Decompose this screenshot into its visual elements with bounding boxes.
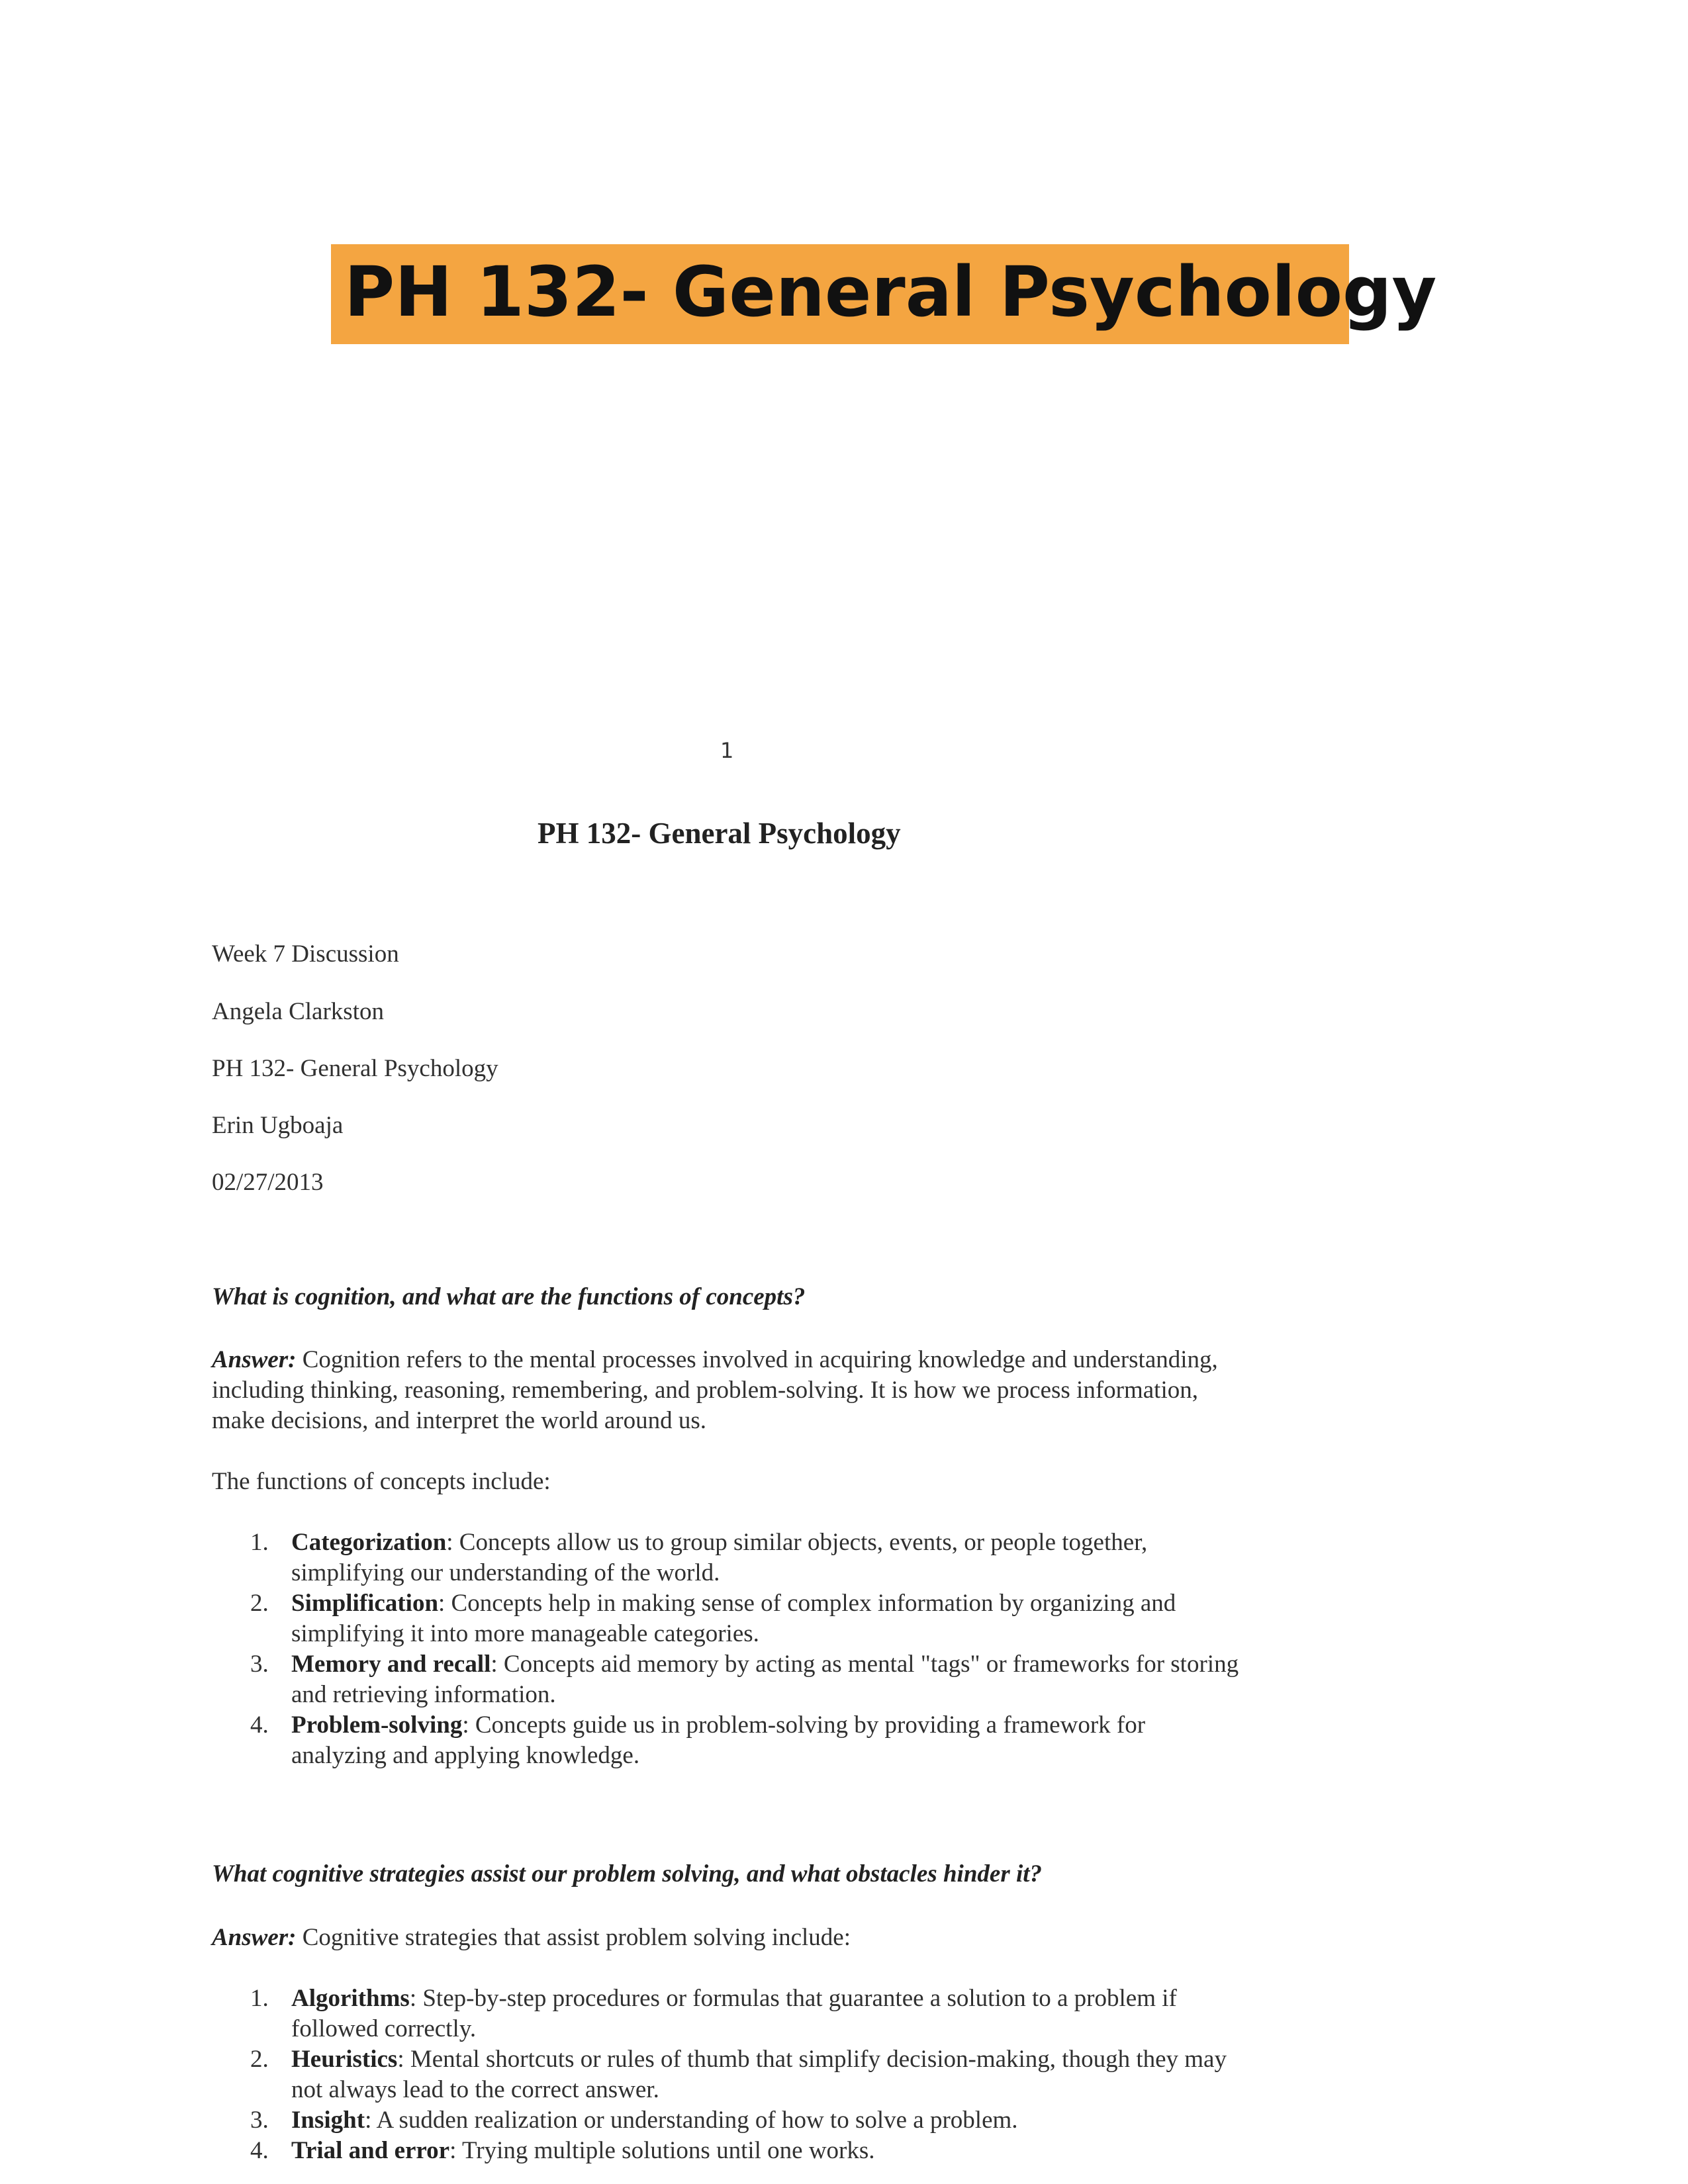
list-text: : Trying multiple solutions until one works. [449, 2137, 875, 2164]
list-number: 4. [250, 2137, 269, 2164]
list-item [245, 1588, 1244, 1649]
list-text: : Concepts help in making sense of complex information by organizing and simplifying it into more manageable categories. [291, 1590, 1176, 1647]
list-text: : Concepts guide us in problem-solving by providing a framework for analyzing and applying knowledge. [291, 1711, 1146, 1769]
list-number: 3. [250, 1651, 269, 1678]
banner-title: PH 132- General Psychology [344, 251, 1437, 332]
answer-2 [212, 1923, 1244, 1953]
list-term: Heuristics [291, 2046, 398, 2073]
meta-date: 02/27/2013 [212, 1169, 324, 1196]
list-text: : A sudden realization or understanding of how to solve a problem. [365, 2107, 1018, 2134]
title-banner [331, 244, 1437, 344]
list-item [245, 1710, 1244, 1771]
list-term: Memory and recall [291, 1651, 491, 1678]
meta-week: Week 7 Discussion [212, 940, 399, 968]
list-text: : Concepts aid memory by acting as mental "tags" or frameworks for storing and retrieving information. [291, 1651, 1239, 1708]
question-1: What is cognition, and what are the functions of concepts? [212, 1283, 806, 1310]
meta-author: Angela Clarkston [212, 998, 384, 1025]
list-term: Trial and error [291, 2137, 450, 2164]
list-item [245, 2136, 1244, 2166]
list-text: : Concepts allow us to group similar objects, events, or people together, simplifying our understanding of the world. [291, 1529, 1148, 1586]
meta-instructor: Erin Ugboaja [212, 1112, 344, 1139]
document-title: PH 132- General Psychology [538, 817, 901, 850]
list-term: Simplification [291, 1590, 439, 1617]
list-number: 4. [250, 1711, 269, 1739]
list-item [245, 2105, 1244, 2136]
list-item [245, 2044, 1244, 2105]
list-number: 1. [250, 1985, 269, 2012]
list-number: 3. [250, 2107, 269, 2134]
list-intro: The functions of concepts include: [212, 1468, 551, 1495]
list-text: : Mental shortcuts or rules of thumb that simplify decision-making, though they may not always lead to the correct answer. [291, 2046, 1227, 2103]
list-item [245, 1983, 1244, 2044]
list-number: 1. [250, 1529, 269, 1556]
meta-course: PH 132- General Psychology [212, 1055, 498, 1082]
answer-label: Answer: [212, 1924, 297, 1951]
list-text: : Step-by-step procedures or formulas that guarantee a solution to a problem if followed correctly. [291, 1985, 1177, 2042]
list-term: Problem-solving [291, 1711, 463, 1739]
question-2: What cognitive strategies assist our problem solving, and what obstacles hinder it? [212, 1860, 1043, 1888]
page-number: 1 [720, 738, 734, 763]
list-number: 2. [250, 1590, 269, 1617]
strategies-list [245, 1983, 1244, 2166]
answer-text: Cognition refers to the mental processes involved in acquiring knowledge and understanding, including thinking, reasoning, remembering, and problem-solving. It is how we process information, make decisions, and interpret the world around us. [212, 1346, 1218, 1434]
list-item [245, 1649, 1244, 1710]
answer-text: Cognitive strategies that assist problem solving include: [296, 1924, 851, 1951]
answer-label: Answer: [212, 1346, 297, 1373]
list-term: Categorization [291, 1529, 447, 1556]
list-term: Insight [291, 2107, 365, 2134]
list-number: 2. [250, 2046, 269, 2073]
list-item [245, 1527, 1244, 1588]
concept-functions-list [245, 1527, 1244, 1771]
answer-1 [212, 1345, 1244, 1436]
list-term: Algorithms [291, 1985, 410, 2012]
